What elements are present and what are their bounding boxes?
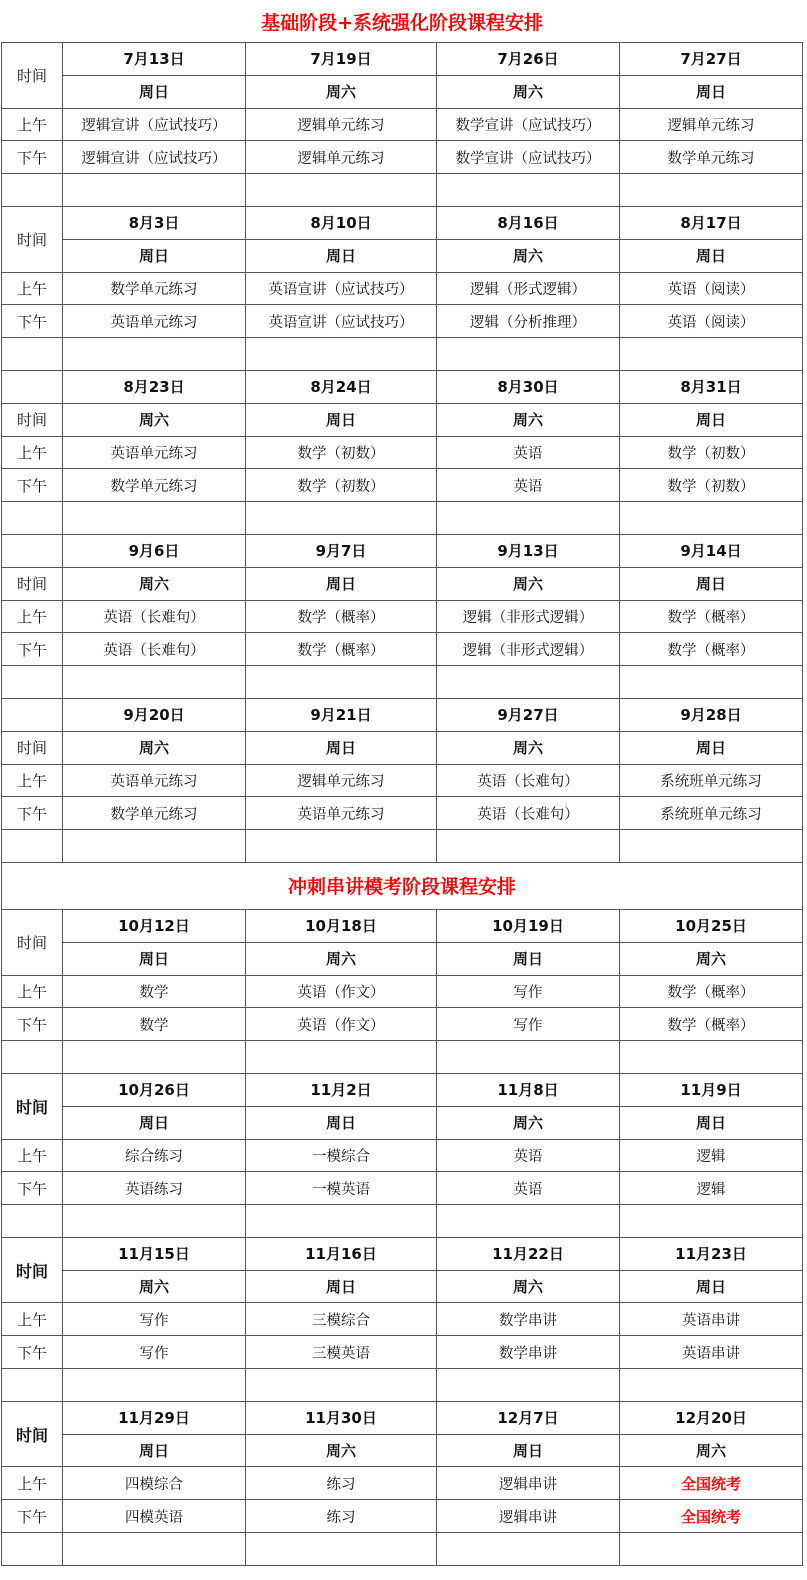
afternoon-row <box>2 305 803 338</box>
weekday-cell: 周六 <box>437 731 620 764</box>
course-cell: 英语单元练习 <box>63 764 246 797</box>
empty-cell <box>437 666 620 699</box>
weekday-cell: 周日 <box>620 403 803 436</box>
date-cell: 9月20日 <box>63 698 246 731</box>
weekday-row <box>2 942 803 975</box>
course-cell: 逻辑宣讲（应试技巧） <box>63 141 246 174</box>
course-cell: 四模综合 <box>63 1467 246 1500</box>
empty-cell <box>620 174 803 207</box>
date-row <box>2 370 803 403</box>
weekday-row <box>2 75 803 108</box>
morning-label: 上午 <box>2 108 63 141</box>
empty-cell <box>63 338 246 371</box>
date-cell: 9月6日 <box>63 534 246 567</box>
weekday-cell: 周六 <box>437 1270 620 1303</box>
empty-cell <box>63 1533 246 1566</box>
weekday-cell: 周日 <box>246 403 437 436</box>
course-cell: 英语 <box>437 436 620 469</box>
afternoon-row <box>2 1008 803 1041</box>
weekday-row <box>2 1434 803 1467</box>
date-cell: 8月17日 <box>620 206 803 239</box>
course-cell: 英语单元练习 <box>63 436 246 469</box>
date-cell: 8月3日 <box>63 206 246 239</box>
time-label: 时间 <box>2 403 63 436</box>
weekday-cell: 周六 <box>63 1270 246 1303</box>
course-cell: 数学（初数） <box>620 469 803 502</box>
weekday-cell: 周六 <box>246 1434 437 1467</box>
section-title-basic: 基础阶段+系统强化阶段课程安排 <box>2 0 803 43</box>
empty-cell <box>2 1369 63 1402</box>
course-cell: 写作 <box>63 1303 246 1336</box>
course-cell: 练习 <box>246 1500 437 1533</box>
morning-label: 上午 <box>2 1467 63 1500</box>
empty-cell <box>437 1041 620 1074</box>
course-cell: 逻辑单元练习 <box>246 141 437 174</box>
weekday-cell: 周日 <box>246 239 437 272</box>
weekday-row <box>2 1270 803 1303</box>
afternoon-label: 下午 <box>2 1172 63 1205</box>
time-label: 时间 <box>2 731 63 764</box>
empty-cell <box>2 666 63 699</box>
empty-cell <box>2 338 63 371</box>
section-title-sprint: 冲刺串讲模考阶段课程安排 <box>2 862 803 909</box>
date-cell: 11月23日 <box>620 1237 803 1270</box>
empty-cell <box>437 1369 620 1402</box>
date-cell: 9月13日 <box>437 534 620 567</box>
empty-cell <box>246 1041 437 1074</box>
course-cell: 逻辑（非形式逻辑） <box>437 633 620 666</box>
empty-cell <box>63 174 246 207</box>
course-cell: 数学（概率） <box>620 633 803 666</box>
afternoon-row <box>2 469 803 502</box>
empty-cell <box>63 502 246 535</box>
weekday-cell: 周日 <box>620 567 803 600</box>
weekday-row <box>2 239 803 272</box>
date-cell: 7月27日 <box>620 43 803 76</box>
weekday-cell: 周六 <box>246 942 437 975</box>
empty-cell <box>437 1533 620 1566</box>
afternoon-row <box>2 1336 803 1369</box>
weekday-cell: 周日 <box>246 1270 437 1303</box>
schedule-body <box>2 0 803 1565</box>
course-cell: 逻辑（形式逻辑） <box>437 272 620 305</box>
course-cell: 逻辑串讲 <box>437 1467 620 1500</box>
empty-cell <box>2 502 63 535</box>
course-cell: 英语宣讲（应试技巧） <box>246 305 437 338</box>
course-cell: 英语（长难句） <box>437 797 620 830</box>
empty-cell <box>63 1369 246 1402</box>
time-label: 时间 <box>2 43 63 109</box>
weekday-row <box>2 731 803 764</box>
date-cell: 10月25日 <box>620 909 803 942</box>
weekday-cell: 周六 <box>63 403 246 436</box>
afternoon-label: 下午 <box>2 469 63 502</box>
empty-cell <box>2 830 63 863</box>
empty-cell <box>246 502 437 535</box>
empty-cell <box>620 1205 803 1238</box>
time-label: 时间 <box>2 1401 63 1467</box>
time-label: 时间 <box>2 206 63 272</box>
weekday-cell: 周六 <box>437 567 620 600</box>
empty-cell <box>437 1205 620 1238</box>
course-cell: 逻辑（分析推理） <box>437 305 620 338</box>
date-cell: 7月26日 <box>437 43 620 76</box>
weekday-cell: 周日 <box>63 942 246 975</box>
morning-row <box>2 1303 803 1336</box>
morning-label: 上午 <box>2 764 63 797</box>
course-cell: 英语（作文） <box>246 1008 437 1041</box>
exam-cell: 全国统考 <box>620 1467 803 1500</box>
course-cell: 数学单元练习 <box>63 272 246 305</box>
date-cell: 9月14日 <box>620 534 803 567</box>
empty-cell <box>246 338 437 371</box>
date-row <box>2 43 803 76</box>
date-cell: 8月24日 <box>246 370 437 403</box>
course-cell: 英语（长难句） <box>437 764 620 797</box>
date-cell: 8月10日 <box>246 206 437 239</box>
date-cell: 11月30日 <box>246 1401 437 1434</box>
afternoon-row <box>2 141 803 174</box>
course-cell: 数学（概率） <box>620 600 803 633</box>
morning-row <box>2 1139 803 1172</box>
weekday-row <box>2 1106 803 1139</box>
date-cell: 7月13日 <box>63 43 246 76</box>
empty-cell <box>620 666 803 699</box>
spacer-row <box>2 1533 803 1566</box>
date-cell: 8月16日 <box>437 206 620 239</box>
weekday-cell: 周六 <box>437 239 620 272</box>
afternoon-label: 下午 <box>2 305 63 338</box>
course-cell: 英语（作文） <box>246 975 437 1008</box>
weekday-cell: 周六 <box>620 942 803 975</box>
empty-cell <box>437 502 620 535</box>
course-cell: 三模英语 <box>246 1336 437 1369</box>
date-row <box>2 1401 803 1434</box>
spacer-row <box>2 338 803 371</box>
date-row <box>2 1237 803 1270</box>
course-cell: 数学宣讲（应试技巧） <box>437 108 620 141</box>
weekday-cell: 周日 <box>63 239 246 272</box>
date-cell: 11月8日 <box>437 1073 620 1106</box>
weekday-cell: 周日 <box>437 1434 620 1467</box>
date-cell: 12月20日 <box>620 1401 803 1434</box>
course-cell: 数学（概率） <box>620 975 803 1008</box>
course-cell: 练习 <box>246 1467 437 1500</box>
date-cell: 9月21日 <box>246 698 437 731</box>
weekday-cell: 周日 <box>63 75 246 108</box>
course-cell: 四模英语 <box>63 1500 246 1533</box>
empty-cell <box>246 1369 437 1402</box>
afternoon-label: 下午 <box>2 633 63 666</box>
morning-label: 上午 <box>2 975 63 1008</box>
course-cell: 系统班单元练习 <box>620 797 803 830</box>
course-cell: 数学单元练习 <box>63 469 246 502</box>
weekday-cell: 周六 <box>246 75 437 108</box>
weekday-cell: 周六 <box>437 1106 620 1139</box>
date-cell: 8月30日 <box>437 370 620 403</box>
time-label: 时间 <box>2 1237 63 1303</box>
course-cell: 一模英语 <box>246 1172 437 1205</box>
course-cell: 三模综合 <box>246 1303 437 1336</box>
date-cell: 11月9日 <box>620 1073 803 1106</box>
title-row-sprint <box>2 862 803 909</box>
afternoon-row <box>2 1172 803 1205</box>
course-cell: 英语（长难句） <box>63 633 246 666</box>
time-label: 时间 <box>2 1073 63 1139</box>
morning-label: 上午 <box>2 1303 63 1336</box>
course-cell: 数学（概率） <box>620 1008 803 1041</box>
empty-cell <box>620 338 803 371</box>
course-cell: 英语单元练习 <box>246 797 437 830</box>
morning-label: 上午 <box>2 436 63 469</box>
exam-cell: 全国统考 <box>620 1500 803 1533</box>
course-cell: 英语 <box>437 1139 620 1172</box>
spacer-row <box>2 502 803 535</box>
empty-cell <box>2 698 63 731</box>
weekday-cell: 周六 <box>437 403 620 436</box>
empty-cell <box>246 666 437 699</box>
course-cell: 英语 <box>437 1172 620 1205</box>
weekday-cell: 周日 <box>246 567 437 600</box>
date-cell: 7月19日 <box>246 43 437 76</box>
morning-row <box>2 108 803 141</box>
weekday-cell: 周日 <box>620 731 803 764</box>
course-cell: 数学串讲 <box>437 1336 620 1369</box>
course-cell: 逻辑单元练习 <box>246 764 437 797</box>
empty-cell <box>620 502 803 535</box>
empty-cell <box>63 830 246 863</box>
empty-cell <box>620 830 803 863</box>
morning-label: 上午 <box>2 1139 63 1172</box>
course-cell: 数学 <box>63 1008 246 1041</box>
morning-row <box>2 600 803 633</box>
weekday-row <box>2 567 803 600</box>
weekday-cell: 周六 <box>620 1434 803 1467</box>
morning-row <box>2 436 803 469</box>
course-cell: 系统班单元练习 <box>620 764 803 797</box>
course-cell: 英语练习 <box>63 1172 246 1205</box>
spacer-row <box>2 174 803 207</box>
date-cell: 9月28日 <box>620 698 803 731</box>
course-cell: 英语宣讲（应试技巧） <box>246 272 437 305</box>
empty-cell <box>620 1041 803 1074</box>
time-label: 时间 <box>2 567 63 600</box>
weekday-cell: 周日 <box>620 75 803 108</box>
date-cell: 9月27日 <box>437 698 620 731</box>
schedule-table <box>1 0 803 1566</box>
course-cell: 数学单元练习 <box>63 797 246 830</box>
course-cell: 数学（初数） <box>246 436 437 469</box>
weekday-cell: 周六 <box>63 731 246 764</box>
course-cell: 写作 <box>437 975 620 1008</box>
morning-label: 上午 <box>2 272 63 305</box>
afternoon-label: 下午 <box>2 1008 63 1041</box>
course-cell: 数学单元练习 <box>620 141 803 174</box>
course-cell: 逻辑 <box>620 1172 803 1205</box>
date-cell: 11月2日 <box>246 1073 437 1106</box>
afternoon-label: 下午 <box>2 1500 63 1533</box>
afternoon-label: 下午 <box>2 141 63 174</box>
course-cell: 英语单元练习 <box>63 305 246 338</box>
date-cell: 11月16日 <box>246 1237 437 1270</box>
empty-cell <box>437 338 620 371</box>
weekday-cell: 周日 <box>437 942 620 975</box>
empty-cell <box>2 174 63 207</box>
course-cell: 逻辑串讲 <box>437 1500 620 1533</box>
date-cell: 10月26日 <box>63 1073 246 1106</box>
course-cell: 英语（阅读） <box>620 272 803 305</box>
morning-row <box>2 764 803 797</box>
course-cell: 数学 <box>63 975 246 1008</box>
date-cell: 8月23日 <box>63 370 246 403</box>
empty-cell <box>246 1533 437 1566</box>
morning-row <box>2 272 803 305</box>
weekday-cell: 周日 <box>620 239 803 272</box>
course-cell: 逻辑单元练习 <box>246 108 437 141</box>
date-row <box>2 534 803 567</box>
empty-cell <box>2 370 63 403</box>
weekday-cell: 周六 <box>437 75 620 108</box>
empty-cell <box>437 830 620 863</box>
date-cell: 11月29日 <box>63 1401 246 1434</box>
afternoon-row <box>2 633 803 666</box>
empty-cell <box>437 174 620 207</box>
course-cell: 英语串讲 <box>620 1303 803 1336</box>
afternoon-row <box>2 1500 803 1533</box>
course-cell: 逻辑 <box>620 1139 803 1172</box>
course-cell: 数学（概率） <box>246 633 437 666</box>
weekday-cell: 周日 <box>63 1434 246 1467</box>
date-row <box>2 698 803 731</box>
empty-cell <box>620 1369 803 1402</box>
weekday-cell: 周六 <box>63 567 246 600</box>
empty-cell <box>246 174 437 207</box>
date-cell: 10月19日 <box>437 909 620 942</box>
morning-row <box>2 975 803 1008</box>
date-cell: 12月7日 <box>437 1401 620 1434</box>
course-cell: 写作 <box>63 1336 246 1369</box>
course-cell: 数学（概率） <box>246 600 437 633</box>
course-cell: 数学（初数） <box>246 469 437 502</box>
course-cell: 数学宣讲（应试技巧） <box>437 141 620 174</box>
course-cell: 一模综合 <box>246 1139 437 1172</box>
course-cell: 英语（长难句） <box>63 600 246 633</box>
course-cell: 逻辑宣讲（应试技巧） <box>63 108 246 141</box>
course-cell: 逻辑单元练习 <box>620 108 803 141</box>
date-cell: 9月7日 <box>246 534 437 567</box>
afternoon-label: 下午 <box>2 1336 63 1369</box>
course-cell: 英语（阅读） <box>620 305 803 338</box>
spacer-row <box>2 1205 803 1238</box>
time-label: 时间 <box>2 909 63 975</box>
course-cell: 数学（初数） <box>620 436 803 469</box>
title-row-basic <box>2 0 803 43</box>
weekday-cell: 周日 <box>246 1106 437 1139</box>
spacer-row <box>2 1041 803 1074</box>
morning-label: 上午 <box>2 600 63 633</box>
course-cell: 综合练习 <box>63 1139 246 1172</box>
course-cell: 英语 <box>437 469 620 502</box>
empty-cell <box>63 1041 246 1074</box>
weekday-cell: 周日 <box>620 1270 803 1303</box>
empty-cell <box>246 1205 437 1238</box>
empty-cell <box>2 1205 63 1238</box>
date-cell: 11月22日 <box>437 1237 620 1270</box>
spacer-row <box>2 666 803 699</box>
weekday-cell: 周日 <box>246 731 437 764</box>
date-row <box>2 1073 803 1106</box>
spacer-row <box>2 830 803 863</box>
empty-cell <box>2 1041 63 1074</box>
empty-cell <box>620 1533 803 1566</box>
empty-cell <box>246 830 437 863</box>
weekday-row <box>2 403 803 436</box>
date-row <box>2 206 803 239</box>
empty-cell <box>63 666 246 699</box>
empty-cell <box>2 1533 63 1566</box>
afternoon-row <box>2 797 803 830</box>
course-cell: 英语串讲 <box>620 1336 803 1369</box>
afternoon-label: 下午 <box>2 797 63 830</box>
date-cell: 10月18日 <box>246 909 437 942</box>
date-cell: 10月12日 <box>63 909 246 942</box>
course-cell: 写作 <box>437 1008 620 1041</box>
date-row <box>2 909 803 942</box>
empty-cell <box>2 534 63 567</box>
course-cell: 数学串讲 <box>437 1303 620 1336</box>
course-cell: 逻辑（非形式逻辑） <box>437 600 620 633</box>
date-cell: 11月15日 <box>63 1237 246 1270</box>
empty-cell <box>63 1205 246 1238</box>
weekday-cell: 周日 <box>63 1106 246 1139</box>
weekday-cell: 周日 <box>620 1106 803 1139</box>
spacer-row <box>2 1369 803 1402</box>
date-cell: 8月31日 <box>620 370 803 403</box>
morning-row <box>2 1467 803 1500</box>
